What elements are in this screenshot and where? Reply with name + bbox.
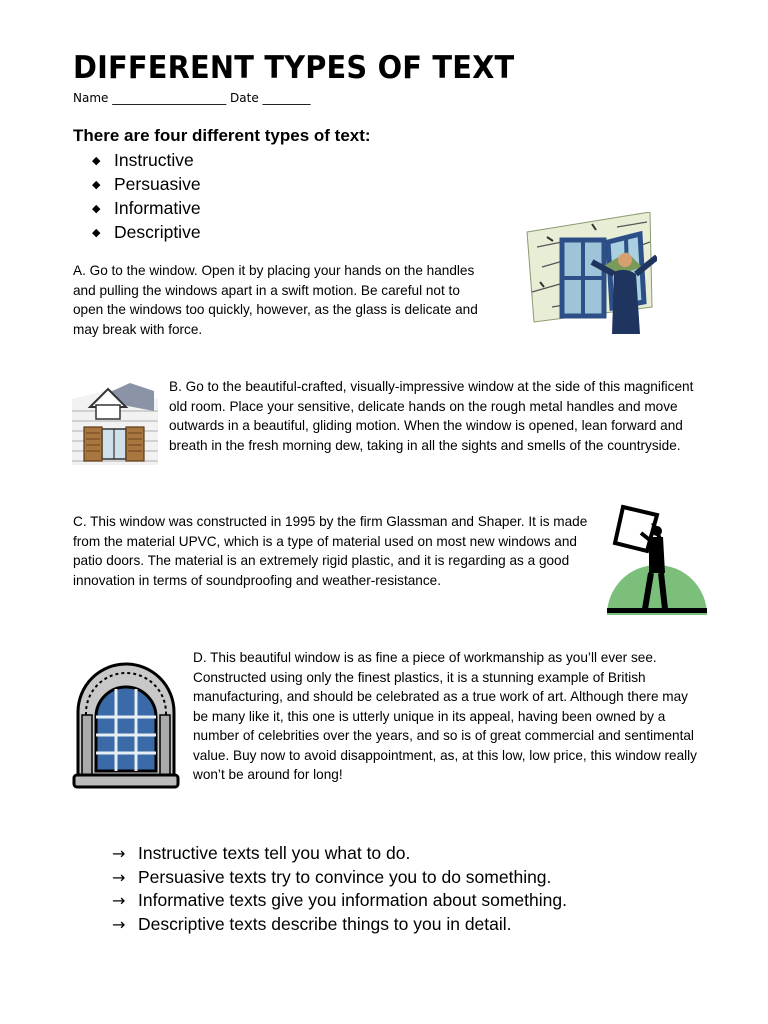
- arrow-right-icon: →: [112, 891, 126, 910]
- text-types-list: [92, 148, 201, 244]
- man-carrying-window-clipart-icon: [605, 503, 709, 617]
- list-item: → Descriptive texts describe things to you in detail.: [112, 913, 567, 937]
- list-item: → Instructive texts tell you what to do.: [112, 842, 567, 866]
- arrow-right-icon: →: [112, 914, 126, 934]
- diamond-bullet-icon: ◆: [92, 227, 101, 239]
- list-item: ◆ Persuasive: [92, 172, 201, 196]
- passage-c: C. This window was constructed in 1995 by the firm Glassman and Shaper. It is made from the material UPVC, which is a type of material used on most new windows and patio doors. The material is an extremely rigid plastic, and it is regarding as a good innovation in terms of soundproofing and weather-resistance.: [73, 514, 588, 588]
- page-title: DIFFERENT TYPES OF TEXT: [73, 50, 515, 86]
- passage-d: D. This beautiful window is as fine a piece of workmanship as you’ll ever see. Constructed using only the finest plastics, it is a stunning example of British manufacturing, and should be celebrated as a true work of art. Although there may be many like it, this one is utterly unique in its appeal, having been owned by a number of celebrities over the years, and so is of great commercial and sentimental value. Buy now to avoid disappointment, as, at this low, low price, this window really won’t be around for long!: [193, 650, 697, 782]
- passage-b: B. Go to the beautiful-crafted, visually-impressive window at the side of this magnificent old room. Place your sensitive, delicate hands on the rough metal handles and move outwards in a beautiful, gliding motion. When the window is opened, lean forward and breath in the fresh morning dew, taking in all the sights and smells of the countryside.: [169, 379, 694, 453]
- name-date-line: Name ___________________ Date ________: [73, 91, 311, 105]
- arrow-right-icon: →: [112, 844, 126, 863]
- window-opening-clipart-icon: [522, 212, 657, 334]
- diamond-bullet-icon: ◆: [92, 155, 101, 167]
- list-item: → Persuasive texts try to convince you to do something.: [112, 866, 567, 890]
- house-window-clipart-icon: [72, 381, 158, 465]
- list-item: ◆ Informative: [92, 196, 201, 220]
- diamond-bullet-icon: ◆: [92, 203, 101, 215]
- arrow-right-icon: →: [112, 867, 126, 887]
- list-item: → Informative texts give you information about something.: [112, 889, 567, 913]
- summary-list: [112, 842, 567, 936]
- diamond-bullet-icon: ◆: [92, 179, 101, 191]
- arched-window-clipart-icon: [72, 657, 180, 790]
- passage-a: A. Go to the window. Open it by placing your hands on the handles and pulling the windows apart in a swift motion. Be careful not to open the windows too quickly, however, as the glass is delicate and may break with force.: [73, 263, 478, 337]
- list-item: ◆ Instructive: [92, 148, 201, 172]
- list-item: ◆ Descriptive: [92, 220, 201, 244]
- intro-heading: There are four different types of text:: [73, 126, 371, 145]
